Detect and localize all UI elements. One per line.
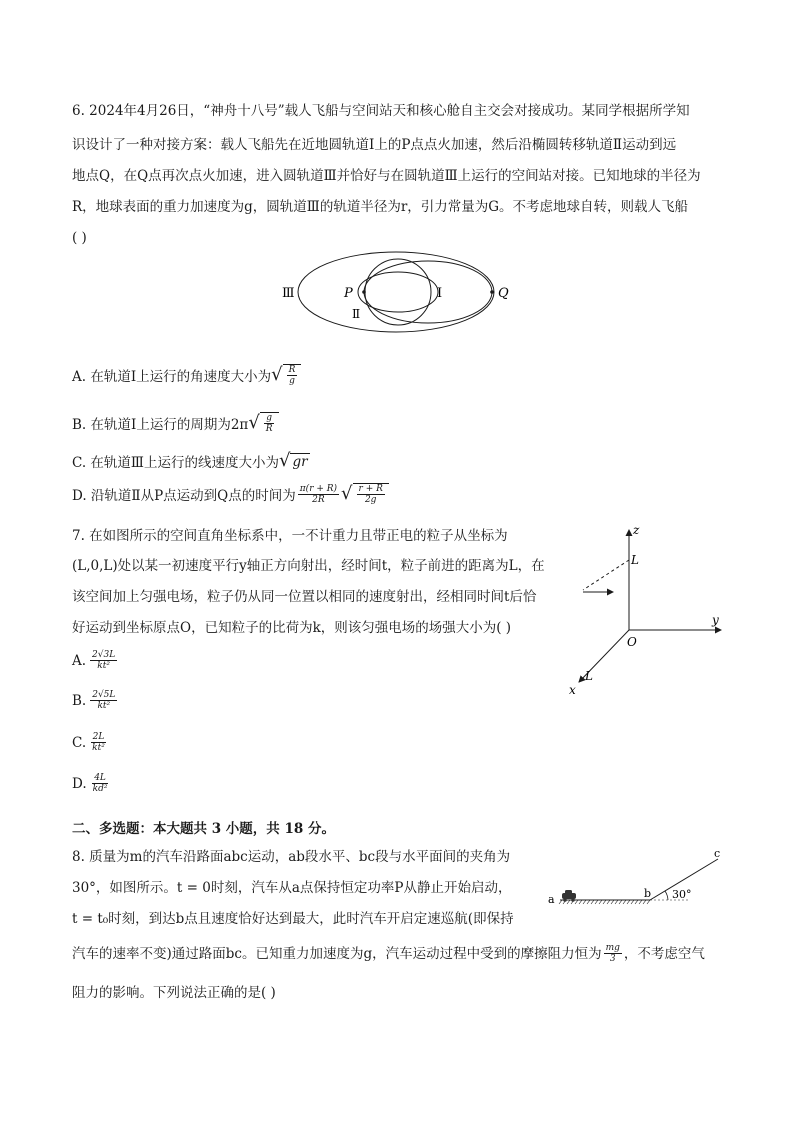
q8-line-4b: ，不考虑空气	[623, 945, 705, 962]
frac-num: 4L	[94, 773, 106, 783]
label-III: Ⅲ	[282, 286, 295, 301]
q6-line-1: 6. 2024年4月26日，“神舟十八号”载人飞船与空间站天和核心舱自主交会对接成功。某同学根据所学知	[72, 103, 690, 119]
orbit-II	[364, 261, 492, 323]
q6-option-c[interactable]	[72, 451, 310, 471]
frac-den: kt²	[97, 661, 110, 671]
q6-option-d-text: D. 沿轨道Ⅱ从P点运动到Q点的时间为	[72, 488, 296, 504]
q8-line-4	[72, 943, 705, 964]
label-a: a	[548, 893, 555, 906]
q7-option-c-label: C.	[72, 734, 87, 751]
q6-option-c-text: C. 在轨道Ⅲ上运行的线速度大小为	[72, 455, 279, 471]
frac-den: R	[265, 424, 273, 434]
frac-den: 3	[609, 954, 616, 964]
label-y: y	[712, 613, 719, 627]
angle-arc	[665, 891, 668, 900]
sqrt-expr: √ gr	[278, 450, 308, 471]
q6-line-5: ( )	[72, 230, 87, 246]
point-Q	[490, 290, 494, 294]
frac-num: mg	[605, 943, 620, 953]
label-I: Ⅰ	[437, 286, 443, 301]
q7-option-b[interactable]	[72, 690, 119, 711]
coordinate-figure	[565, 520, 735, 700]
label-Q: Q	[498, 286, 509, 301]
earth	[365, 259, 431, 325]
frac-num: R	[288, 365, 296, 375]
q6-line-3: 地点Q，在Q点再次点火加速，进入圆轨道Ⅲ并恰好与在圆轨道Ⅲ上运行的空间站对接。已知地球的半径为	[72, 168, 701, 184]
label-L-top: L	[631, 553, 639, 567]
label-c: c	[714, 847, 721, 860]
frac-den: 2R	[312, 494, 325, 505]
q7-option-b-label: B.	[72, 692, 87, 709]
sqrt-expr: √ $\frac{R}{g}$	[271, 364, 301, 386]
frac-den: kd²	[92, 784, 108, 794]
label-angle: 30°	[672, 888, 692, 901]
orbit-I	[358, 272, 438, 312]
frac-num: g	[266, 413, 273, 423]
q7-option-c[interactable]	[72, 732, 109, 753]
q7-line-2: (L,0,L)处以某一初速度平行y轴正方向射出，经时间t，粒子前进的距离为L，在	[72, 558, 545, 574]
frac-den: kt²	[92, 743, 105, 753]
q6-option-a-text: A. 在轨道Ⅰ上运行的角速度大小为	[72, 369, 272, 385]
q7-option-a-label: A.	[72, 652, 87, 669]
label-z: z	[633, 523, 640, 537]
q7-line-1: 7. 在如图所示的空间直角坐标系中，一不计重力且带正电的粒子从坐标为	[72, 528, 508, 544]
q8-line-5: 阻力的影响。下列说法正确的是( )	[72, 985, 276, 1001]
q8-line-2: 30°，如图所示。t = 0时刻，汽车从a点保持恒定功率P从静止开始启动，	[72, 880, 512, 896]
q6-option-b[interactable]	[72, 412, 279, 434]
frac-num: 2√5L	[92, 690, 116, 700]
label-O: O	[627, 635, 637, 649]
q7-option-d[interactable]	[72, 773, 111, 794]
sqrt-expr: √ $\frac{g}{R}$	[248, 412, 278, 434]
frac-num: r + R	[358, 484, 383, 494]
road-figure	[540, 845, 730, 910]
q8-line-1: 8. 质量为m的汽车沿路面abc运动，ab段水平、bc段与水平面间的夹角为	[72, 849, 511, 865]
label-L-bottom: L	[585, 669, 593, 683]
frac-num: 2L	[92, 732, 105, 742]
q6-line-2: 识设计了一种对接方案：载人飞船先在近地圆轨道Ⅰ上的P点点火加速，然后沿椭圆转移轨道Ⅱ运动到远	[72, 137, 677, 153]
label-x: x	[569, 683, 576, 697]
q6-option-d[interactable]	[72, 483, 389, 505]
point-P	[362, 290, 366, 294]
q6-option-a[interactable]	[72, 364, 301, 386]
q7-line-4: 好运动到坐标原点O，已知粒子的比荷为k，则该匀强电场的场强大小为( )	[72, 620, 512, 636]
sqrt-expr: √ $\frac{r + R}{2g}$	[341, 483, 389, 505]
sqrt-body: gr	[292, 453, 308, 470]
label-P: P	[344, 286, 353, 301]
q8-line-3: t = t₀时刻，到达b点且速度恰好达到最大，此时汽车开启定速巡航(即保持	[72, 911, 514, 927]
q7-line-3: 该空间加上匀强电场，粒子仍从同一位置以相同的速度射出，经相同时间t后恰	[72, 589, 537, 605]
dashed-line	[583, 560, 629, 590]
frac-den: kt²	[97, 701, 111, 711]
label-b: b	[644, 887, 652, 900]
q7-option-d-label: D.	[72, 775, 87, 792]
frac-den: g	[289, 376, 295, 386]
q6-line-4: R，地球表面的重力加速度为g，圆轨道Ⅲ的轨道半径为r，引力常量为G。不考虑地球自转，则载人飞船	[72, 199, 689, 215]
label-II: Ⅱ	[352, 307, 361, 321]
orbit-figure	[270, 248, 530, 340]
section-title: 二、多选题：本大题共 3 小题，共 18 分。	[72, 821, 335, 837]
q7-option-a[interactable]	[72, 650, 119, 671]
frac-num: π(r + R)	[299, 483, 338, 494]
frac-num: 2√3L	[92, 650, 116, 660]
frac-den: 2g	[364, 495, 377, 505]
q8-line-4a: 汽车的速率不变)通过路面bc。已知重力加速度为g，汽车运动过程中受到的摩擦阻力恒为	[72, 945, 602, 962]
q6-option-b-text: B. 在轨道Ⅰ上运行的周期为2π	[72, 417, 249, 433]
orbit-III	[298, 252, 494, 332]
